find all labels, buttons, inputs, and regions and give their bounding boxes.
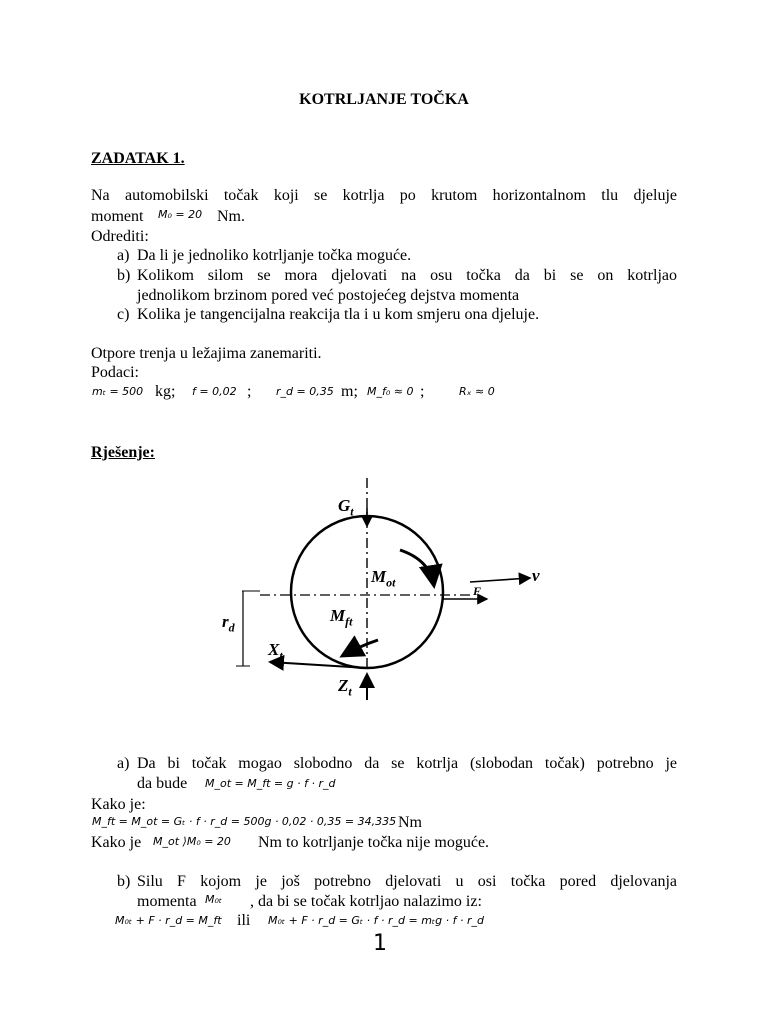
data-semicolon-1: ;	[247, 383, 252, 400]
conclusion-post: Nm to kotrljanje točka nije moguće.	[258, 834, 490, 851]
intro-line-1: Na automobilski točak koji se kotrlja po krutom horizontalnom tlu djeluje	[91, 187, 677, 204]
solution-a-line-1: Da bi točak mogao slobodno da se kotrlja (slobodan točak) potrebno je	[137, 755, 677, 772]
solution-b-letter: b)	[117, 873, 131, 890]
solution-a-formula: M_ot = M_ft = g · f · r_d	[205, 777, 336, 790]
conclusion-pre: Kako je	[91, 834, 142, 851]
question-b-text-2: jednolikom brzinom pored već postojećeg dejstva momenta	[137, 287, 520, 304]
kako-je-label: Kako je:	[91, 796, 146, 813]
task-heading: ZADATAK 1.	[91, 150, 185, 167]
intro-formula-m0: M₀ = 20	[158, 208, 203, 221]
data-bearing-moment: M_f₀ ≈ 0	[367, 385, 414, 398]
calc-formula: M_ft = M_ot = Gₜ · f · r_d = 500g · 0,02 · 0,35 = 34,335	[92, 815, 397, 828]
solution-heading: Rješenje:	[91, 444, 155, 461]
label-f: F	[473, 584, 482, 598]
label-xt: $X_t$	[268, 640, 283, 663]
conclusion-formula: M_ot ⟩M₀ = 20	[153, 835, 231, 848]
data-mass: mₜ = 500	[92, 385, 144, 398]
data-label: Podaci:	[91, 364, 139, 381]
data-air-resistance: Rₓ ≈ 0	[459, 385, 495, 398]
solution-a-letter: a)	[117, 755, 130, 772]
velocity-arrow	[470, 578, 530, 582]
friction-note: Otpore trenja u ležajima zanemariti.	[91, 345, 322, 362]
data-radius: r_d = 0,35	[276, 385, 334, 398]
label-zt: $Z_t$	[338, 676, 352, 699]
solution-a-line-2: da bude	[137, 775, 188, 792]
question-a-letter: a)	[117, 247, 130, 264]
resistance-moment-arrow	[342, 640, 378, 656]
data-friction-coef: f = 0,02	[192, 385, 237, 398]
label-v: v	[532, 566, 540, 585]
solution-b-line-2-post: , da bi se točak kotrljao nalazimo iz:	[250, 893, 482, 910]
wheel-diagram	[230, 478, 570, 708]
page-number: 1	[373, 931, 387, 956]
data-radius-unit: m;	[341, 383, 358, 400]
drive-moment-arrow	[400, 550, 434, 586]
calc-unit: Nm	[398, 814, 422, 831]
label-rd: $r_d$	[222, 612, 235, 635]
label-mft: $M_{ft}$	[330, 606, 353, 629]
data-semicolon-2: ;	[420, 383, 425, 400]
determine-label: Odrediti:	[91, 228, 149, 245]
question-b-text-1: Kolikom silom se mora djelovati na osu točka da bi se on kotrljao	[137, 267, 677, 284]
question-c-letter: c)	[117, 306, 130, 323]
question-a-text: Da li je jednoliko kotrljanje točka moguće.	[137, 247, 412, 264]
solution-b-equation-2: M₀ₜ + F · r_d = Gₜ · f · r_d = mₜg · f · r_d	[268, 914, 485, 927]
tangential-reaction-arrow	[270, 662, 367, 668]
solution-b-moment: M₀ₜ	[205, 893, 223, 906]
intro-line-2-post: Nm.	[217, 208, 245, 225]
label-mot: $M_{ot}$	[371, 567, 396, 590]
solution-b-or: ili	[237, 912, 251, 929]
label-gt: $G_t$	[338, 496, 354, 519]
data-mass-unit: kg;	[155, 383, 176, 400]
page-title: KOTRLJANJE TOČKA	[299, 91, 469, 108]
solution-b-line-1: Silu F kojom je još potrebno djelovati u osi točka pored djelovanja	[137, 873, 677, 890]
question-b-letter: b)	[117, 267, 131, 284]
intro-line-2-pre: moment	[91, 208, 144, 225]
question-c-text: Kolika je tangencijalna reakcija tla i u kom smjeru ona djeluje.	[137, 306, 540, 323]
solution-b-equation-1: M₀ₜ + F · r_d = M_ft	[115, 914, 222, 927]
solution-b-line-2-pre: momenta	[137, 893, 197, 910]
